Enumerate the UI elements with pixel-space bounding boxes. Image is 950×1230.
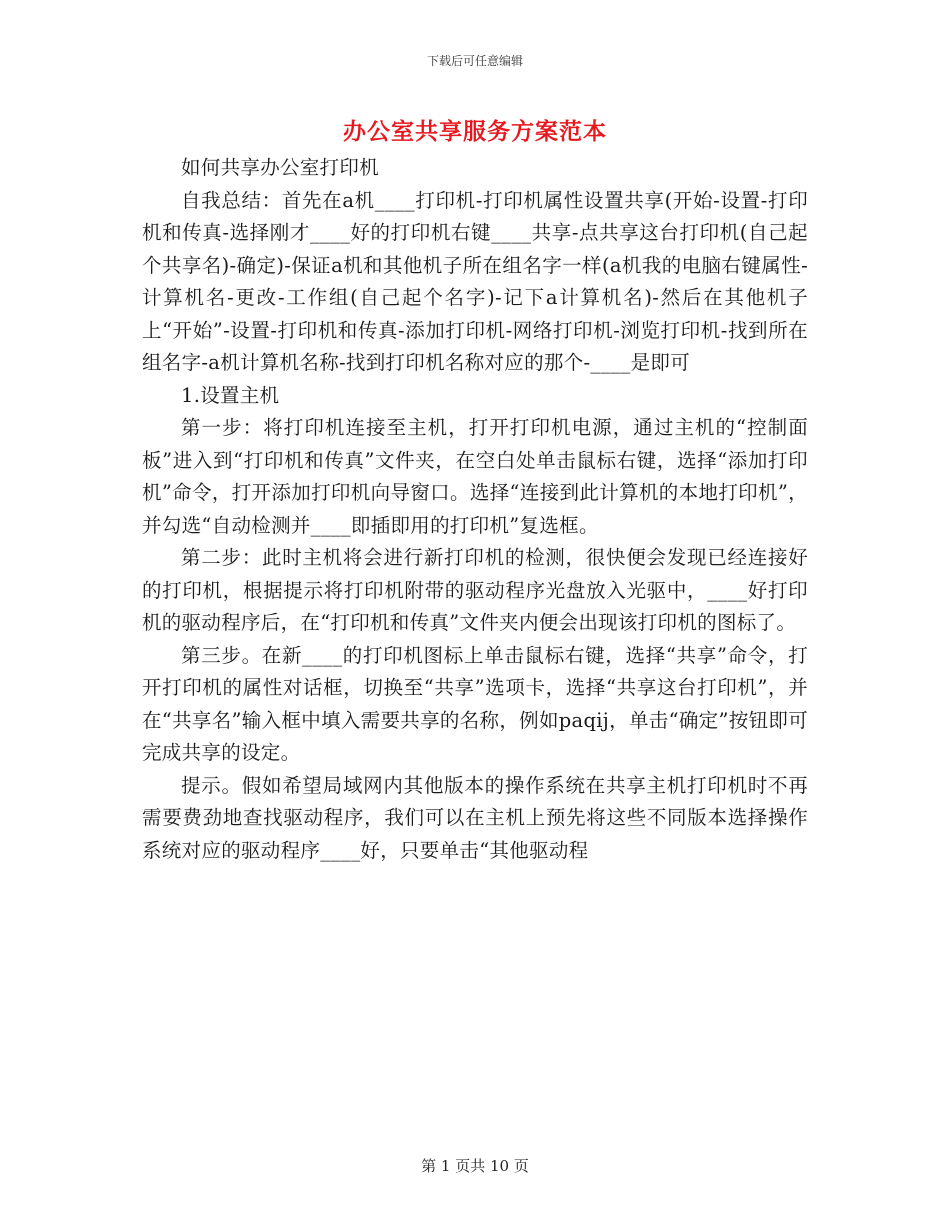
- paragraph-step-one: 第一步：将打印机连接至主机，打开打印机电源，通过主机的“控制面板”进入到“打印机和传真”文件夹，在空白处单击鼠标右键，选择“添加打印机”命令，打开添加打印机向导窗口。选择“连接到此计算机的本地打印机”，并勾选“自动检测并____即插即用的打印机”复选框。: [142, 416, 808, 537]
- paragraph-step-two: 第二步：此时主机将会进行新打印机的检测，很快便会发现已经连接好的打印机，根据提示将打印机附带的驱动程序光盘放入光驱中，____好打印机的驱动程序后，在“打印机和传真”文件夹内便会出现该打印机的图标了。: [142, 546, 808, 634]
- paragraph-heading: 如何共享办公室打印机: [181, 156, 380, 179]
- page-number: 第 1 页共 10 页: [421, 1157, 529, 1175]
- section-heading: 1.设置主机: [181, 383, 280, 407]
- document-title: 办公室共享服务方案范本: [343, 119, 607, 145]
- page-header-note: 下载后可任意编辑: [426, 54, 523, 68]
- paragraph-summary: 自我总结：首先在a机____打印机-打印机属性设置共享(开始-设置-打印机和传真-选择刚才____好的打印机右键____共享-点共享这台打印机(自己起个共享名)-确定)-保证a机和其他机子所在组名字一样(a机我的电脑右键属性-计算机名-更改-工作组(自己起个名字)-记下a计算机名)-然后在其他机子上“开始”-设置-打印机和传真-添加打印机-网络打印机-浏览打印机-找到所在组名字-a机计算机名称-找到打印机名称对应的那个-____是即可: [142, 188, 808, 374]
- document-body: [142, 152, 808, 867]
- paragraph-tip: 提示。假如希望局域网内其他版本的操作系统在共享主机打印机时不再需要费劲地查找驱动程序，我们可以在主机上预先将这些不同版本选择操作系统对应的驱动程序____好，只要单击“其他驱动程: [142, 773, 808, 862]
- paragraph-step-three: 第三步。在新____的打印机图标上单击鼠标右键，选择“共享”命令，打开打印机的属性对话框，切换至“共享”选项卡，选择“共享这台打印机”，并在“共享名”输入框中填入需要共享的名称，例如paqij，单击“确定”按钮即可完成共享的设定。: [142, 643, 808, 764]
